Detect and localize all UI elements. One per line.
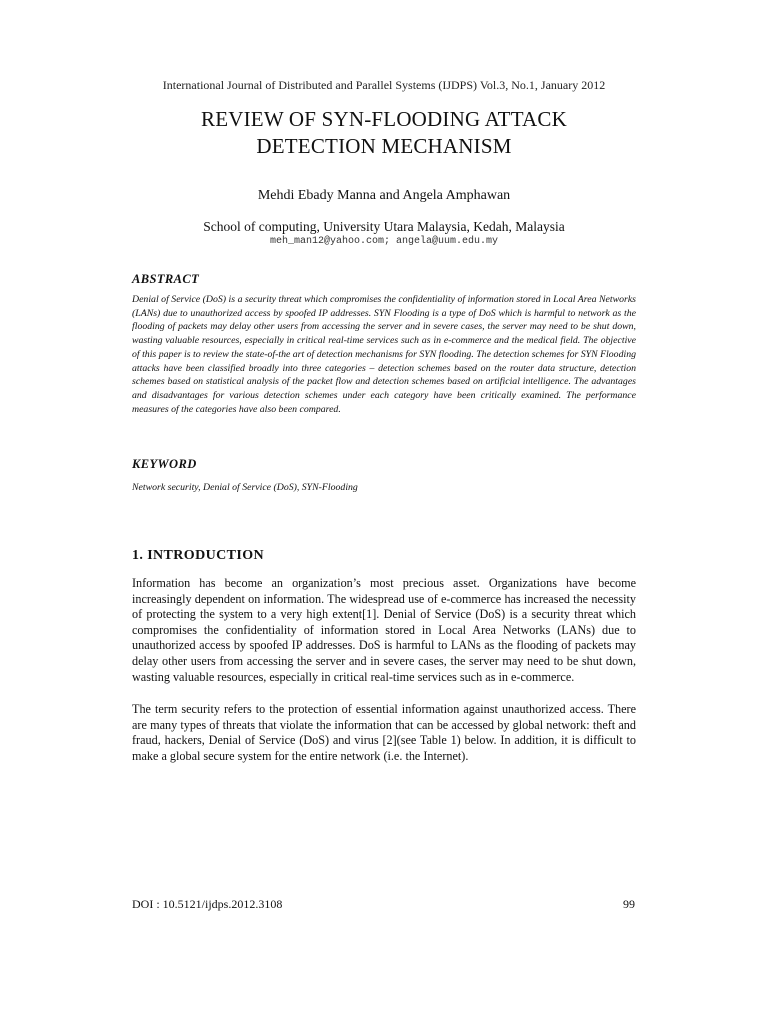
keyword-text: Network security, Denial of Service (DoS), SYN-Flooding — [132, 482, 358, 493]
introduction-paragraph: The term security refers to the protection of essential information against unauthorized access. There are many types of threats that violate the information that can be accessed by global network: theft and fraud, hackers, Denial of Service (DoS) and virus [2](see Table 1) below. In addition, it is difficult to make a global secure system for the entire network (i.e. the Internet). — [132, 702, 636, 763]
title-line-2: DETECTION MECHANISM — [256, 134, 512, 158]
authors: Mehdi Ebady Manna and Angela Amphawan — [257, 188, 511, 203]
introduction-paragraph: Information has become an organization’s most precious asset. Organizations have become increasingly dependent on information. The widespread use of e-commerce has increased the necessity of protecting the system to a very high extent[1]. Denial of Service (DoS) is a security threat which compromises the confidentiality of information stored in Local Area Networks (LANs) due to unauthorized access by spoofed IP addresses. DoS is harmful to LANs as the flooding of packets may delay other users from accessing the server and in severe cases, the server may need to be shut down, wasting valuable resources, especially in critical real-time services such as in e-commerce. — [132, 576, 636, 684]
title-line-1: REVIEW OF SYN-FLOODING ATTACK — [201, 107, 567, 131]
keyword-heading: KEYWORD — [132, 457, 197, 471]
abstract-text: Denial of Service (DoS) is a security threat which compromises the confidentiality of information stored in Local Area Networks (LANs) due to unauthorized access by spoofed IP addresses. SYN Flooding is a type of DoS which is harmful to network as the flooding of packets may delay other users from accessing the server and in severe cases, the server may need to be shut down, wasting valuable resources, especially in critical real-time services such as in e-commerce and the medical field. The objective of this paper is to review the state-of-the art of detection mechanisms for SYN flooding. The detection schemes for SYN Flooding attacks have been classified broadly into three categories – detection schemes based on the router data structure, detection schemes based on statistical analysis of the packet flow and detection schemes based on artificial intelligence. The advantages and disadvantages for various detection schemes under each category have been critically examined. The performance measures of the categories have also been compared. — [132, 294, 636, 415]
running-head: International Journal of Distributed and Parallel Systems (IJDPS) Vol.3, No.1, January 2012 — [162, 78, 606, 92]
abstract-heading: ABSTRACT — [132, 272, 200, 286]
page-number: 99 — [623, 897, 635, 911]
introduction-heading: 1. INTRODUCTION — [132, 548, 265, 563]
author-emails: meh_man12@yahoo.com; angela@uum.edu.my — [269, 236, 499, 247]
doi: DOI : 10.5121/ijdps.2012.3108 — [132, 897, 283, 911]
affiliation: School of computing, University Utara Malaysia, Kedah, Malaysia — [203, 219, 565, 234]
paper-title — [0, 106, 768, 160]
